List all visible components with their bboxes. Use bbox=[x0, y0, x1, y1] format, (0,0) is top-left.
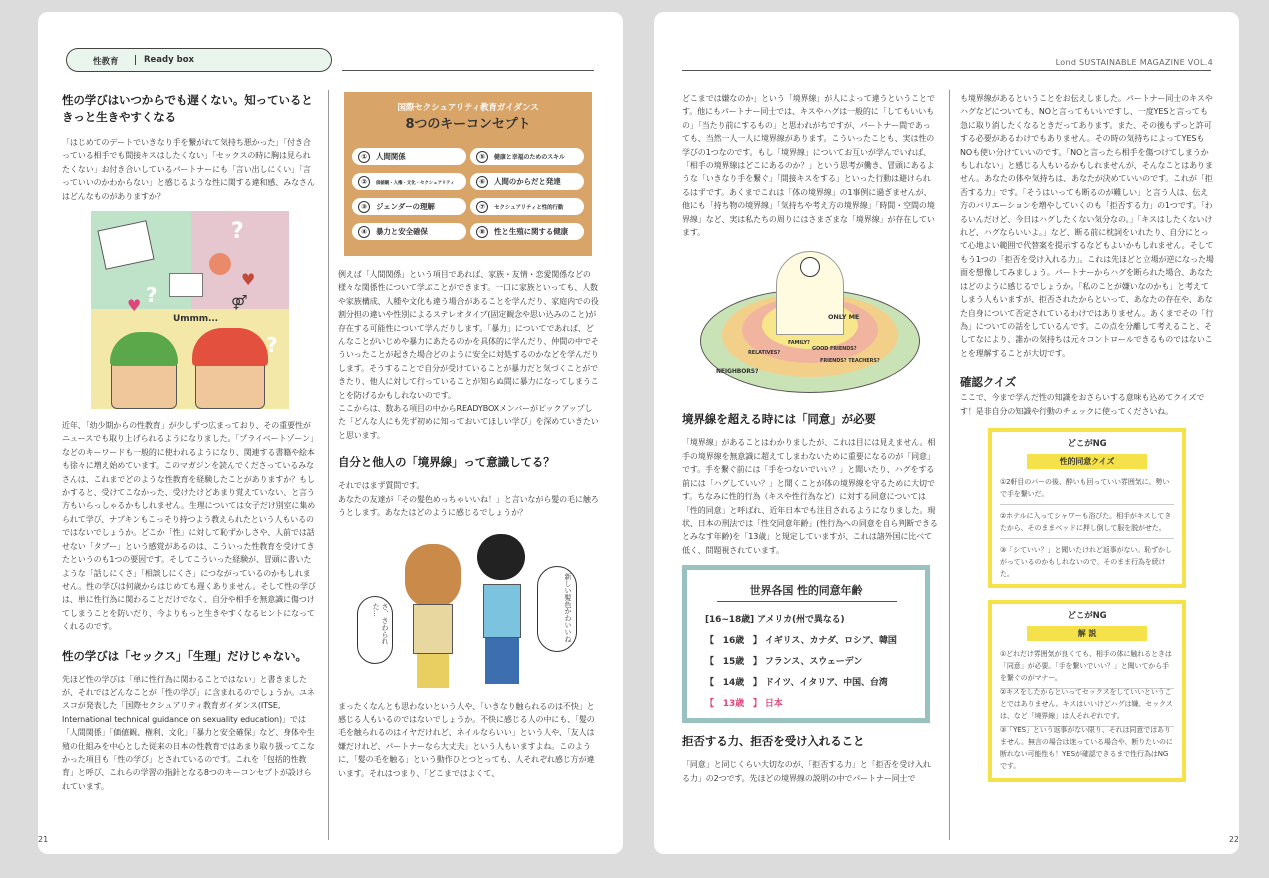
box-title-1: 国際セクシュアリティ教育ガイダンス bbox=[397, 103, 539, 113]
paragraph: 例えば「人間関係」という項目であれば、家族・友情・恋愛関係などの様々な関係性について学ぶことができます。一口に家族といっても、人数や家族構成、人種や文化も違う場合があることを学んだり、家庭内での役割分担の違いや性別によるステレオタイプ(固定観念や思い込みのこと)が存在する可能性について学んだりします。「暴力」についてであれば、どんなことがいじめや暴力にあたるのかを具体的に学んだり、仲間の中でそういったことが起きた場合どのように安全に対処するのかなどを学んだりします。そうすることで自分が受けていることが暴力だと気づくことができたり、他人に対して行っていることが知らぬ間に暴力になってしまうことを防げるかもしれないのです。 bbox=[338, 270, 599, 400]
header-rule bbox=[342, 70, 594, 71]
pill-pack-icon bbox=[169, 273, 203, 297]
age-list bbox=[705, 610, 897, 715]
age-row: 【 15歳 】 フランス、スウェーデン bbox=[705, 657, 863, 668]
quiz-item: ②ホテルに入ってシャワーも浴びた。相手がキスしてきたから、そのままベッドに押し倒して服を脱がせた。 bbox=[1000, 510, 1174, 539]
label-friends-teachers: FRIENDS? TEACHERS? bbox=[820, 358, 880, 365]
box-title-2: 8つのキーコンセプト bbox=[405, 117, 531, 132]
paragraph: 近年、「幼少期からの性教育」が少しずつ広まっており、その重要性がニュースでも取り上げられるようになりました。「プライベートゾーン」などのキーワードも一般的に使われるようになり、関連する書籍や絵本も徐々に増え始めています。このマガジンを読んでくださっているみなさんは、これまでどのような性教育を経験したことがありますか？もしかすると、受けてこなかった、受けたけどあまり覚えていない、と言う方もいらっしゃるかもしれません。生理については女子だけ別室に集められて学び、ナプキンもこっそり持つよう教えられたという人もいるのではないでしょうか。どこか「性」に対して恥ずかしさや、人前では話せない「タブー」という感覚があるのは、こういった性教育を受けてきたというのも1つの要因です。そしてこういった経験が、冒頭に書いたような「話しにくさ」「相談しにくさ」につながっているのかもしれません。性の学びは何歳からはじめても遅くありません。そして性の学びは、単に性行為に関わることだけでなく、自分や相手を無意識に傷つけてしまうことを防いだり、今よりもっと生きやすくなるヒントになってくれるのです。 bbox=[62, 421, 318, 632]
paragraph: 「はじめてのデートでいきなり手を繋がれて気持ち悪かった」「付き合っている相手でも間接キスはしたくない」「セックスの時に胸は見られたくない」お付き合いしているパートナーにも「言い出しにくい」「言っていいのかわからない」と感じるような性に関する違和感、みなさんはどんなものがありますか？ bbox=[62, 138, 315, 201]
age-row: 【 14歳 】 ドイツ、イタリア、中国、台湾 bbox=[705, 678, 888, 689]
article-heading-3: 自分と他人の「境界線」って意識してる？ bbox=[338, 455, 555, 470]
boundary-diagram bbox=[700, 247, 920, 397]
quiz-box bbox=[988, 428, 1186, 588]
person-dark-hair bbox=[477, 534, 525, 580]
key-concepts-box bbox=[344, 92, 592, 256]
answer-item: ②キスをしたからといってセックスをしていいということではありません。キスはいいけどハグは嫌、セックスは、など「境界線」は人それぞれです。 bbox=[1000, 686, 1174, 727]
article-heading-1: 性の学びはいつからでも遅くない。知っているときっと生きやすくなる bbox=[62, 93, 313, 124]
concept-8: ⑧ 性と生殖に関する健康 bbox=[470, 223, 584, 240]
broken-heart-icon: ♥ bbox=[241, 270, 256, 290]
age-row: [16~18歳] アメリカ(州で異なる) bbox=[705, 615, 845, 626]
paragraph: 先ほど性の学びは「単に性行為に関わることではない」と書きましたが、それではどんなことが「性の学び」に含まれるのでしょうか。ユネスコが発表した「国際セクシュアリティ教育ガイダンス(ITSE, International technical guidance on sexuality education)」では「人間関係」「価値観、権利、文化」「暴力と安全確保」など、身体や生殖の仕組みを中心とした従来の日本の性教育ではあまり取り扱ってこなかった項目も「性の学び」とされているのです。これを「包括的性教育」と呼び、これらの学習の指針となる8つのキーコンセプトが設けられています。 bbox=[62, 674, 315, 791]
label-only-me: ONLY ME bbox=[828, 313, 860, 322]
left-column-2 bbox=[338, 92, 600, 780]
age-box-title: 世界各国 性的同意年齢 bbox=[749, 584, 863, 598]
quiz-heading: 確認クイズ bbox=[960, 375, 1017, 390]
concept-1: ① 人間関係 bbox=[352, 148, 466, 165]
question-mark-icon: ? bbox=[266, 333, 278, 358]
label-good-friends: GOOD FRIENDS? bbox=[812, 346, 857, 353]
page-number: 21 bbox=[38, 835, 49, 844]
label-family: FAMILY? bbox=[788, 340, 810, 347]
concept-2: ② 価値観・人権・文化・セクシュアリティ bbox=[352, 173, 466, 190]
paragraph: それではまず質問です。 bbox=[338, 481, 425, 491]
magazine-name: Lond SUSTAINABLE MAGAZINE VOL.4 bbox=[1055, 58, 1213, 67]
answer-item: ①どれだけ雰囲気が良くても、相手の体に触れるときは「同意」が必要。「手を繋いでいい？」と聞いてから手を繋ぐのがマナー。 bbox=[1000, 648, 1174, 689]
page-number: 22 bbox=[1228, 835, 1239, 844]
answer-kicker: どこがNG bbox=[1067, 610, 1107, 621]
age-row-japan: 【 13歳 】 日本 bbox=[705, 699, 783, 710]
concept-5: ⑤ 健康と幸福のためのスキル bbox=[470, 148, 584, 165]
label-relatives: RELATIVES? bbox=[748, 350, 780, 357]
concept-7: ⑦ セクシュアリティと性的行動 bbox=[470, 198, 584, 215]
answer-title: 解 説 bbox=[1027, 626, 1147, 641]
section-tag bbox=[66, 48, 332, 72]
right-column-2 bbox=[960, 92, 1214, 782]
paragraph: あなたの友達が「その髪色めっちゃいいね！」と言いながら髪の毛に触ろうとします。あなたはどのように感じるでしょうか？ bbox=[338, 494, 599, 518]
article-heading-4: 境界線を超える時には「同意」が必要 bbox=[682, 412, 876, 427]
person-right bbox=[195, 331, 265, 409]
paragraph: 「同意」と同じくらい大切なのが、「拒否する力」と「拒否を受け入れる力」の2つです。先ほどの境界線の説明の中でパートナー同士で bbox=[682, 760, 931, 783]
circle-icon bbox=[209, 253, 231, 275]
illustration-hair-touch bbox=[349, 526, 589, 694]
right-page bbox=[654, 12, 1239, 854]
article-heading-2: 性の学びは「セックス」「生理」だけじゃない。 bbox=[62, 648, 307, 663]
speech-bubble-right: 新しい髪色かわいいね bbox=[537, 566, 577, 652]
quiz-item: ①2軒目のバーの後、酔いも回っていい雰囲気に。勢いで手を繋いだ。 bbox=[1000, 476, 1174, 505]
quiz-item: ③「シていい？」と聞いたけれど返事がない。恥ずかしがっているのかもしれないので、そのまま行為を続けた。 bbox=[1000, 545, 1172, 578]
consent-age-box bbox=[682, 565, 930, 723]
ummm-text: Ummm... bbox=[173, 314, 218, 325]
concept-3: ③ ジェンダーの理解 bbox=[352, 198, 466, 215]
paragraph: まったくなんとも思わないという人や、「いきなり触られるのは不快」と感じる人もいるのではないでしょうか。不快に感じる人の中にも、「髪の毛を触られるのはイヤだけれど、ネイルならいい」という人や、「友人は嫌だけれど、パートナーなら大丈夫」という人もいますよね。このように、「髪の毛を触る」という動作ひとつとっても、人それぞれ感じ方が違います。それはつまり、「どこまではよくて、 bbox=[338, 701, 595, 778]
paragraph: どこまでは嫌なのか」という「境界線」が人によって違うということです。他にもパートナー同士では、キスやハグは一般的に「してもいいもの」「当たり前にするもの」と思われがちですが、パートナー間であっても、当然一人一人に境界線があります。こういったことも、実は性の学びの1つなのです。もし「境界線」についてお互いが学んでいれば、「相手の境界線はどこにあるのか？」という思考が働き、冒頭にあるような「いきなり手を繋ぐ」「間接キスをする」といった行動は避けられるはずです。あくまでこれは「体の境界線」の1事例に過ぎませんが、他にも「持ち物の境界線」「気持ちや考え方の境界線」「時間・空間の境界線」など、実は私たちの周りにはさまざまな「境界線」が存在しています。 bbox=[682, 94, 935, 238]
answer-box bbox=[988, 600, 1186, 782]
left-column-1 bbox=[62, 92, 318, 793]
column-divider bbox=[328, 90, 329, 840]
column-divider bbox=[949, 90, 950, 840]
quiz-title: 性的同意クイズ bbox=[1027, 454, 1147, 469]
paragraph: も境界線があるということをお伝えしました。パートナー同士のキスやハグなどについても、NOと言ってもいいですし、一度YESと言っても急に取り消したくなるときだってあります。また、その後もずっと許可する必要があるわけでもありません。その時の気持ちによってYESもNOも使い分けていいのです。「NOと言ったら相手を傷つけてしまうかもしれない」と感じる人もいるかもしれませんが、そんなことはありません。あなたの体や気持ちは、あなたが決めていいのです。これが「拒否する力」です。「そうはいっても断るのが難しい」と言う人は、伝え方のバリエーションを増やしていくのも「拒否する力」の1つです。「わるいんだけど、今日はハグしたくない気分なの。」「キスはしたくないけれど、ハグならいいよ。」など、断る前に枕詞をいれたり、自分にとって心地よい範囲で代替案を提示するなどもよいかもしれません。そしてもう1つの「拒否を受け入れる力」。これは先ほどと立場が逆になった場面を想像してみましょう。パートナーからハグを断られた場合、あなたはどのように感じるでしょうか。「私のことが嫌いなのかも」と考えてしまう人もいますが、拒否されたからといって、あなたの存在や、あなた自身について否定されているわけではありません。あくまでその「行為」についての話をしているんです。この点を分離して考えること、そしてなにより、誰かの気持ちは元々コントロールできるものではないことを理解することが大切です。 bbox=[960, 94, 1214, 358]
label-neighbors: NEIGHBORS? bbox=[716, 368, 759, 376]
article-heading-5: 拒否する力、拒否を受け入れること bbox=[682, 734, 865, 749]
paragraph: ここで、今まで学んだ性の知識をおさらいする意味も込めてクイズです！是非自分の知識や行動のチェックに使ってくださいね。 bbox=[960, 393, 1205, 416]
illustration-couple bbox=[91, 211, 289, 409]
person-left bbox=[111, 335, 177, 409]
quiz-kicker: どこがNG bbox=[1067, 438, 1107, 449]
concept-6: ⑥ 人間のからだと発達 bbox=[470, 173, 584, 190]
age-row: 【 16歳 】 イギリス、カナダ、ロシア、韓国 bbox=[705, 636, 897, 647]
speech-bubble-left: さ、さわられた… bbox=[357, 596, 393, 664]
tag-category: 性教育 bbox=[93, 57, 119, 67]
gender-symbol-icon: ⚤ bbox=[231, 295, 248, 312]
heart-icon: ♥ bbox=[127, 296, 142, 316]
question-mark-icon: ? bbox=[231, 219, 244, 245]
answer-item: ③「YES」という返事がない限り、それは同意ではありません。無言の場合は迷っている場合や、断りたいのに断れない可能性も！YESが確認できるまで性行為はNGです。 bbox=[1000, 725, 1173, 770]
left-page bbox=[38, 12, 623, 854]
header-rule bbox=[682, 70, 1211, 71]
paragraph: 「境界線」があることはわかりましたが、これは目には見えません。相手の境界線を無意識に超えてしまわないために重要になるのが「同意」です。手を繋ぐ前には「手をつないでいい？」と聞いたり、ハグをする前には「ハグしていい？」と聞くことが体の境界線を守るために大切です。ちなみに性的行為（キスや性行為など）に対する同意については「性的同意」と呼ばれ、近年日本でも注目されるようになりました。現状、日本の刑法では「性交同意年齢」(性行為への同意を自ら判断できるとみなす年齢)を「13歳」と規定していますが、これは諸外国に比べて低く、問題視されています。 bbox=[682, 438, 938, 555]
concept-4: ④ 暴力と安全確保 bbox=[352, 223, 466, 240]
tag-section: Ready box bbox=[135, 55, 194, 65]
question-mark-icon: ? bbox=[146, 283, 158, 308]
paragraph: ここからは、数ある項目の中からREADYBOXメンバーがピックアップした「どんな人にも先ず初めに知っておいてほしい学び」を深めていきたいと思います。 bbox=[338, 404, 599, 440]
right-column-1 bbox=[682, 92, 938, 785]
person-curly-hair bbox=[405, 544, 461, 608]
